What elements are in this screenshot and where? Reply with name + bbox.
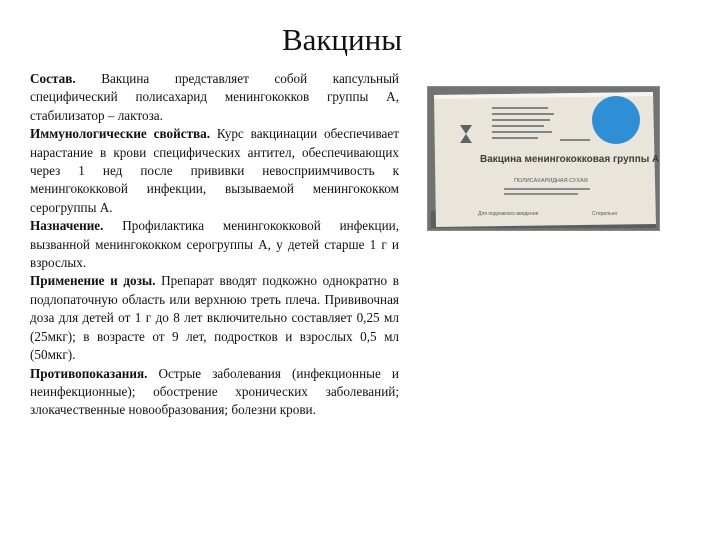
section-text: Острые заболевания (инфекционные и неинфекционные); обострение хронических заболеваний; злокачественные новообразования; болезни крови.	[30, 365, 399, 418]
section-heading: Назначение.	[30, 218, 104, 234]
slide-title: Вакцины	[281, 22, 403, 57]
vaccine-box-image	[428, 87, 659, 230]
section-text: Вакцина представляет собой капсульный специфический полисахарид менингококков группы А, стабилизатор – лактоза.	[30, 71, 399, 123]
box-subtitle: ПОЛИСАХАРИДНАЯ СУХАЯ	[514, 178, 588, 184]
box-footer-right: Стерильно	[592, 211, 618, 217]
section-contraindications	[30, 365, 399, 420]
section-heading: Иммунологические свойства.	[30, 126, 211, 142]
section-heading: Состав.	[30, 71, 76, 86]
vaccine-description	[30, 70, 399, 420]
section-composition	[30, 70, 399, 125]
section-text: Курс вакцинации обеспечивает нарастание в крови специфических антител, обеспечивающих через 1 нед после прививки невосприимчивость к менингококковой инфекции, вызываемой менингококком серогруппы А.	[30, 126, 399, 215]
section-heading: Противопоказания.	[30, 365, 148, 381]
blue-dot	[592, 96, 640, 144]
section-text: Препарат вводят подкожно однократно в подлопаточную область или верхнюю треть плеча. Прививочная доза для детей от 1 г до 8 лет включительно составляет 0,25 мл (25мкг); в возрасте от 9 лет, подростков и взрослых 0,5 мл (50мкг).	[30, 273, 399, 363]
section-immunological-properties	[30, 125, 399, 217]
section-text: Профилактика менингококковой инфекции, вызванной менингококком серогруппы А, у детей старше 1 г и взрослых.	[30, 218, 399, 271]
box-title: Вакцина менингококковая группы А	[480, 154, 659, 165]
vaccine-box-photo	[427, 86, 660, 231]
box-footer-left: Для подкожного введения	[478, 211, 539, 217]
section-purpose	[30, 217, 399, 272]
section-heading: Применение и дозы.	[30, 273, 156, 289]
section-dosage	[30, 272, 399, 364]
